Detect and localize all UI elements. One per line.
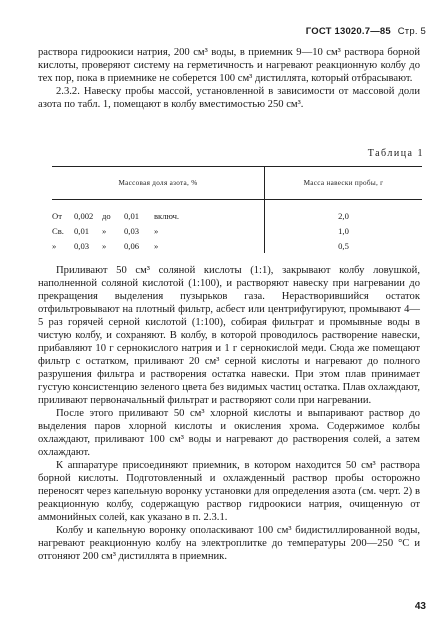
column-header-nitrogen-fraction: Массовая доля азота, % (52, 167, 265, 200)
paragraph-dissolution: Приливают 50 см³ соляной кислоты (1:1), закрывают колбу ловушкой, наполненной соляной кислотой (1:100), и растворяют навеску при нагревании до прекращения выделения пузырьков газа. Нерастворившийся остаток отфильтровывают на плотный фильтр, асбест или центрифугируют, промывают 4—5 раз горячей серной кислотой (1:100), собирая фильтрат и промывные воды в чистую колбу, и сохраняют. В колбу, в которой проводилось растворение навески, прибавляют 10 г сернокислого натрия и 1 г сернокислой меди. Сюда же помещают фильтр с остатком, приливают 20 см³ серной кислоты и нагревают до полного разрушения фильтра и растворения остатка навески. При этом плав принимает густую консистенцию зеленого цвета без видимых частиц остатка. Плав охлаждают, приливают первоначальный фильтрат и растворяют соли при нагревании. (38, 265, 420, 406)
page-number: 43 (414, 601, 426, 612)
column-header-sample-mass: Масса навески пробы, г (265, 167, 423, 200)
nitrogen-range-cell: Св. 0,01 » 0,03 » (52, 223, 265, 238)
section-2-3-2: 2.3.2. Навеску пробы массой, установленной в зависимости от массовой доли азота по табл. 1, помещают в колбу вместимостью 250 см³. (38, 86, 420, 110)
running-header (306, 26, 426, 37)
top-text-block (38, 46, 420, 111)
sample-mass-cell: 1,0 (338, 225, 349, 236)
table-row (52, 238, 422, 253)
paragraph-distillation: Колбу и капельную воронку ополаскивают 100 см³ бидистиллированной воды, нагревают реакционную колбу на электроплитке до температуры 200—250 °С и отгоняют 200 см³ дистиллята в приемник. (38, 525, 420, 562)
table-row (52, 200, 422, 224)
table-row (52, 223, 422, 238)
standard-number: ГОСТ 13020.7—85 (305, 26, 391, 37)
nitrogen-sample-mass-table (52, 166, 422, 253)
sample-mass-cell: 0,5 (338, 240, 349, 251)
paragraph-apparatus: К аппаратуре присоединяют приемник, в котором находится 50 см³ раствора борной кислоты. Подготовленный и охлажденный раствор пробы осторожно переносят через капельную воронку установки для определения азота (см. черт. 2) в реакционную колбу, содержащую раствор гидроокиси натрия, очищенную от аммонийных солей, как указано в п. 2.3.1. (38, 460, 420, 523)
table-caption: Таблица 1 (367, 148, 424, 159)
nitrogen-range-cell: От 0,002 до 0,01 включ. (52, 200, 265, 224)
body-text-block (38, 264, 420, 563)
paragraph-continuation: раствора гидроокиси натрия, 200 см³ воды, в приемник 9—10 см³ раствора борной кислоты, проверяют систему на герметичность и нагревают реакционную колбу до тех пор, пока в приемнике не соберется 100 см³ дистиллята, который отбрасывают. (38, 47, 420, 84)
page-label: Стр. 5 (397, 26, 426, 37)
nitrogen-range-cell: » 0,03 » 0,06 » (52, 238, 265, 253)
paragraph-perchloric-acid: После этого приливают 50 см³ хлорной кислоты и выпаривают раствор до выделения паров хлорной кислоты и окисления хрома. Содержимое колбы охлаждают, приливают 100 см³ воды и нагревают до растворения солей, а затем охлаждают. (38, 408, 420, 458)
sample-mass-cell: 2,0 (338, 210, 349, 221)
